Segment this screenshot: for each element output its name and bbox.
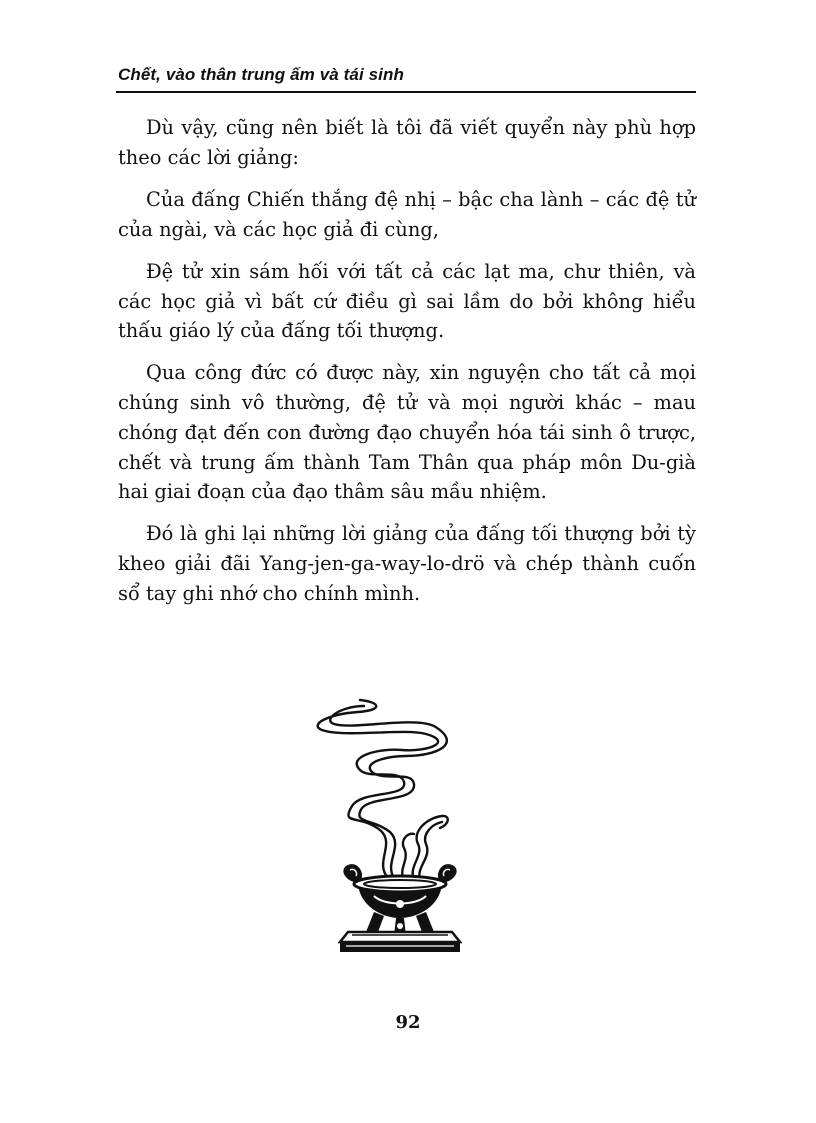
body-text xyxy=(118,113,696,621)
paragraph-1: Dù vậy, cũng nên biết là tôi đã viết quyển này phù hợp theo các lời giảng: xyxy=(118,116,696,169)
burner-rim xyxy=(354,876,446,892)
running-header-title: Chết, vào thân trung ấm và tái sinh xyxy=(118,65,404,84)
burner-base-top xyxy=(340,932,460,942)
burner-handle-right xyxy=(439,865,456,882)
paragraph-2: Của đấng Chiến thắng đệ nhị – bậc cha lành – các đệ tử của ngài, và các học giả đi cùng, xyxy=(118,187,696,241)
paragraph-3: Đệ tử xin sám hối với tất cả các lạt ma, chư thiên, và các học giả vì bất cứ điều gì sai lầm do bởi không hiểu thấu giáo lý của đấng tối thượng. xyxy=(118,259,696,343)
page-number: 92 xyxy=(395,1012,421,1033)
paragraph-4: Qua công đức có được này, xin nguyện cho tất cả mọi chúng sinh vô thường, đệ tử và mọi người khác – mau chóng đạt đến con đường đạo chuyển hóa tái sinh ô trược, chết và trung ấm thành Tam Thân qua pháp môn Du-già hai giai đoạn của đạo thâm sâu mầu nhiệm. xyxy=(118,361,696,504)
burner-leg-right xyxy=(416,912,434,932)
incense-burner-icon xyxy=(300,694,500,958)
burner-leg-left xyxy=(366,912,384,932)
burner-handle-left xyxy=(344,865,361,882)
header-rule xyxy=(116,91,696,93)
burner-base xyxy=(340,942,460,952)
paragraph-5: Đó là ghi lại những lời giảng của đấng tối thượng bởi tỳ kheo giải đãi Yang-jen-ga-way-lo-drö và chép thành cuốn sổ tay ghi nhớ cho chính mình. xyxy=(118,522,696,605)
